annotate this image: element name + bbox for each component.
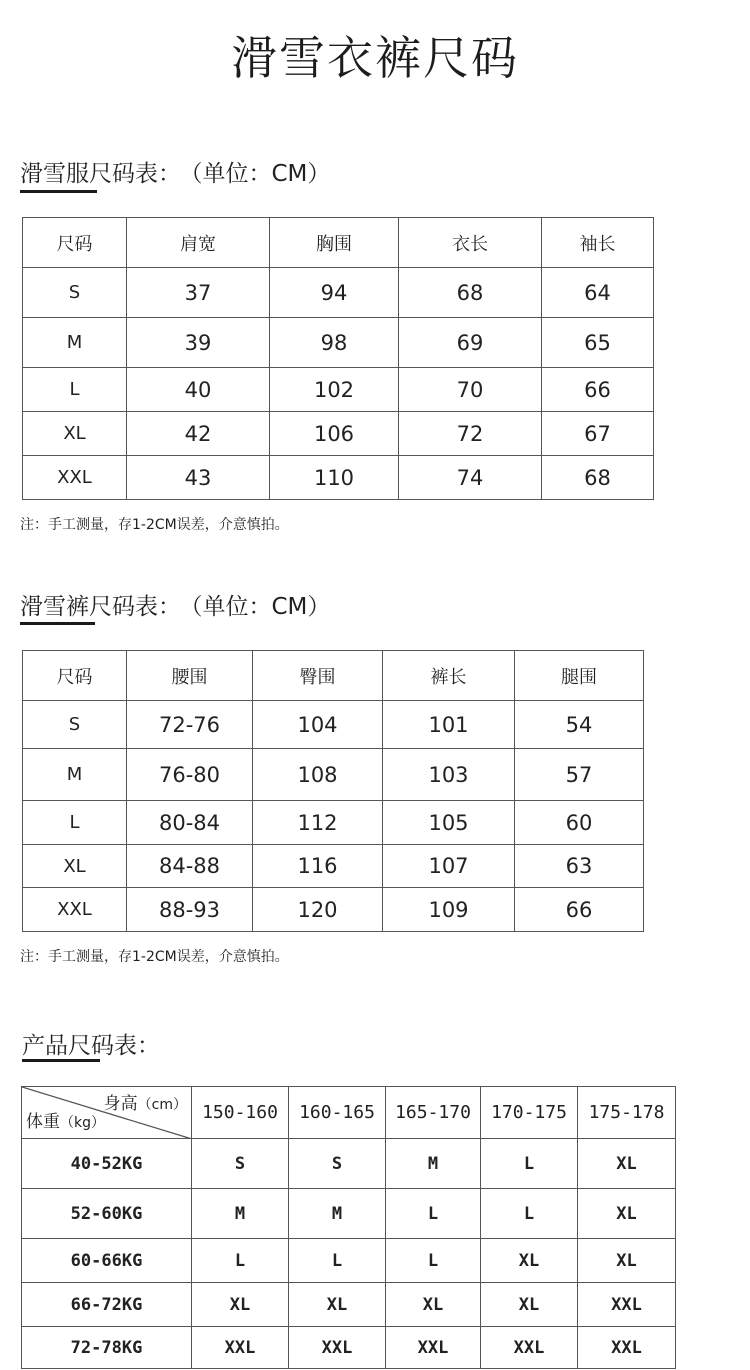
value-cell: 42 [127,412,270,456]
pants-heading-underline [20,622,95,625]
table-row [22,1189,676,1239]
value-cell: 109 [383,888,515,932]
jacket-section-heading [20,155,330,188]
weight-range-cell: 66-72KG [22,1283,192,1327]
jacket-header-cell: 袖长 [542,218,654,268]
size-cell: L [289,1239,386,1283]
value-cell: 72 [399,412,542,456]
value-cell: 39 [127,318,270,368]
table-row [22,1239,676,1283]
table-row [23,318,654,368]
height-range-cell: 160-165 [289,1087,386,1139]
pants-heading-text: 滑雪裤尺码表： [20,594,181,620]
value-cell: 40 [127,368,270,412]
pants-size-table [22,650,644,932]
value-cell: 101 [383,701,515,749]
jacket-header-cell: 尺码 [23,218,127,268]
jacket-note: 注：手工测量，存1-2CM误差，介意慎拍。 [20,517,289,533]
value-cell: 103 [383,749,515,801]
product-heading-text: 产品尺码表： [22,1033,160,1059]
value-cell: 65 [542,318,654,368]
size-cell: XXL [289,1327,386,1369]
value-cell: 70 [399,368,542,412]
size-cell: L [481,1139,578,1189]
size-cell: XXL [23,456,127,500]
value-cell: 84-88 [127,845,253,888]
value-cell: 37 [127,268,270,318]
product-section-heading [22,1027,160,1060]
size-cell: XXL [386,1327,481,1369]
size-cell: L [481,1189,578,1239]
table-row [23,412,654,456]
value-cell: 74 [399,456,542,500]
size-cell: XXL [481,1327,578,1369]
weight-unit: （kg） [60,1115,105,1131]
size-cell: XXL [192,1327,289,1369]
size-cell: XL [386,1283,481,1327]
table-row [22,1327,676,1369]
size-cell: M [23,318,127,368]
product-size-table [21,1086,676,1369]
weight-range-cell: 60-66KG [22,1239,192,1283]
value-cell: 68 [542,456,654,500]
size-cell: L [192,1239,289,1283]
size-cell: XXL [23,888,127,932]
size-cell: XL [481,1283,578,1327]
table-row [23,268,654,318]
pants-header-cell: 腿围 [515,651,644,701]
size-cell: XL [192,1283,289,1327]
size-cell: S [23,268,127,318]
table-row [23,368,654,412]
value-cell: 108 [253,749,383,801]
size-cell: XL [289,1283,386,1327]
size-cell: S [289,1139,386,1189]
size-cell: L [23,801,127,845]
jacket-size-table [22,217,654,500]
value-cell: 120 [253,888,383,932]
value-cell: 57 [515,749,644,801]
size-cell: XL [481,1239,578,1283]
jacket-heading-underline [20,190,97,193]
product-header-row [22,1087,676,1139]
size-cell: XL [23,412,127,456]
product-heading-underline [22,1059,100,1062]
height-range-cell: 175-178 [578,1087,676,1139]
value-cell: 63 [515,845,644,888]
size-cell: L [23,368,127,412]
pants-section-heading [20,588,330,621]
weight-range-cell: 52-60KG [22,1189,192,1239]
size-cell: XL [23,845,127,888]
size-cell: XXL [578,1327,676,1369]
size-cell: M [289,1189,386,1239]
pants-header-cell: 尺码 [23,651,127,701]
size-cell: M [23,749,127,801]
height-range-cell: 170-175 [481,1087,578,1139]
value-cell: 104 [253,701,383,749]
size-cell: L [386,1189,481,1239]
size-cell: XXL [578,1283,676,1327]
jacket-header-cell: 衣长 [399,218,542,268]
value-cell: 67 [542,412,654,456]
pants-note: 注：手工测量，存1-2CM误差，介意慎拍。 [20,949,289,965]
value-cell: 68 [399,268,542,318]
size-cell: XL [578,1189,676,1239]
height-axis-label [104,1089,187,1114]
jacket-header-row [23,218,654,268]
height-label: 身高 [103,1094,138,1114]
weight-range-cell: 72-78KG [22,1327,192,1369]
table-row [23,456,654,500]
pants-header-row [23,651,644,701]
value-cell: 106 [270,412,399,456]
value-cell: 80-84 [127,801,253,845]
value-cell: 88-93 [127,888,253,932]
size-cell: M [192,1189,289,1239]
value-cell: 94 [270,268,399,318]
pants-header-cell: 臀围 [253,651,383,701]
value-cell: 69 [399,318,542,368]
value-cell: 107 [383,845,515,888]
pants-header-cell: 腰围 [127,651,253,701]
value-cell: 54 [515,701,644,749]
size-cell: XL [578,1239,676,1283]
value-cell: 116 [253,845,383,888]
page-title: 滑雪衣裤尺码 [231,31,519,85]
weight-label: 体重 [26,1112,60,1132]
value-cell: 60 [515,801,644,845]
table-row [23,845,644,888]
corner-diagonal-cell [22,1087,192,1139]
value-cell: 98 [270,318,399,368]
table-row [23,701,644,749]
weight-range-cell: 40-52KG [22,1139,192,1189]
weight-axis-label [26,1107,105,1132]
value-cell: 43 [127,456,270,500]
value-cell: 66 [542,368,654,412]
jacket-unit-text: （单位：CM） [191,161,331,187]
size-cell: M [386,1139,481,1189]
pants-unit-text: （单位：CM） [191,594,331,620]
table-row [22,1139,676,1189]
size-cell: S [23,701,127,749]
value-cell: 66 [515,888,644,932]
value-cell: 64 [542,268,654,318]
value-cell: 72-76 [127,701,253,749]
size-cell: S [192,1139,289,1189]
value-cell: 102 [270,368,399,412]
value-cell: 105 [383,801,515,845]
size-cell: L [386,1239,481,1283]
jacket-heading-text: 滑雪服尺码表： [20,161,181,187]
size-cell: XL [578,1139,676,1189]
height-range-cell: 165-170 [386,1087,481,1139]
table-row [22,1283,676,1327]
value-cell: 76-80 [127,749,253,801]
jacket-header-cell: 胸围 [270,218,399,268]
jacket-header-cell: 肩宽 [127,218,270,268]
value-cell: 112 [253,801,383,845]
table-row [23,888,644,932]
table-row [23,801,644,845]
pants-header-cell: 裤长 [383,651,515,701]
value-cell: 110 [270,456,399,500]
table-row [23,749,644,801]
height-range-cell: 150-160 [192,1087,289,1139]
height-unit: （cm） [137,1097,187,1113]
